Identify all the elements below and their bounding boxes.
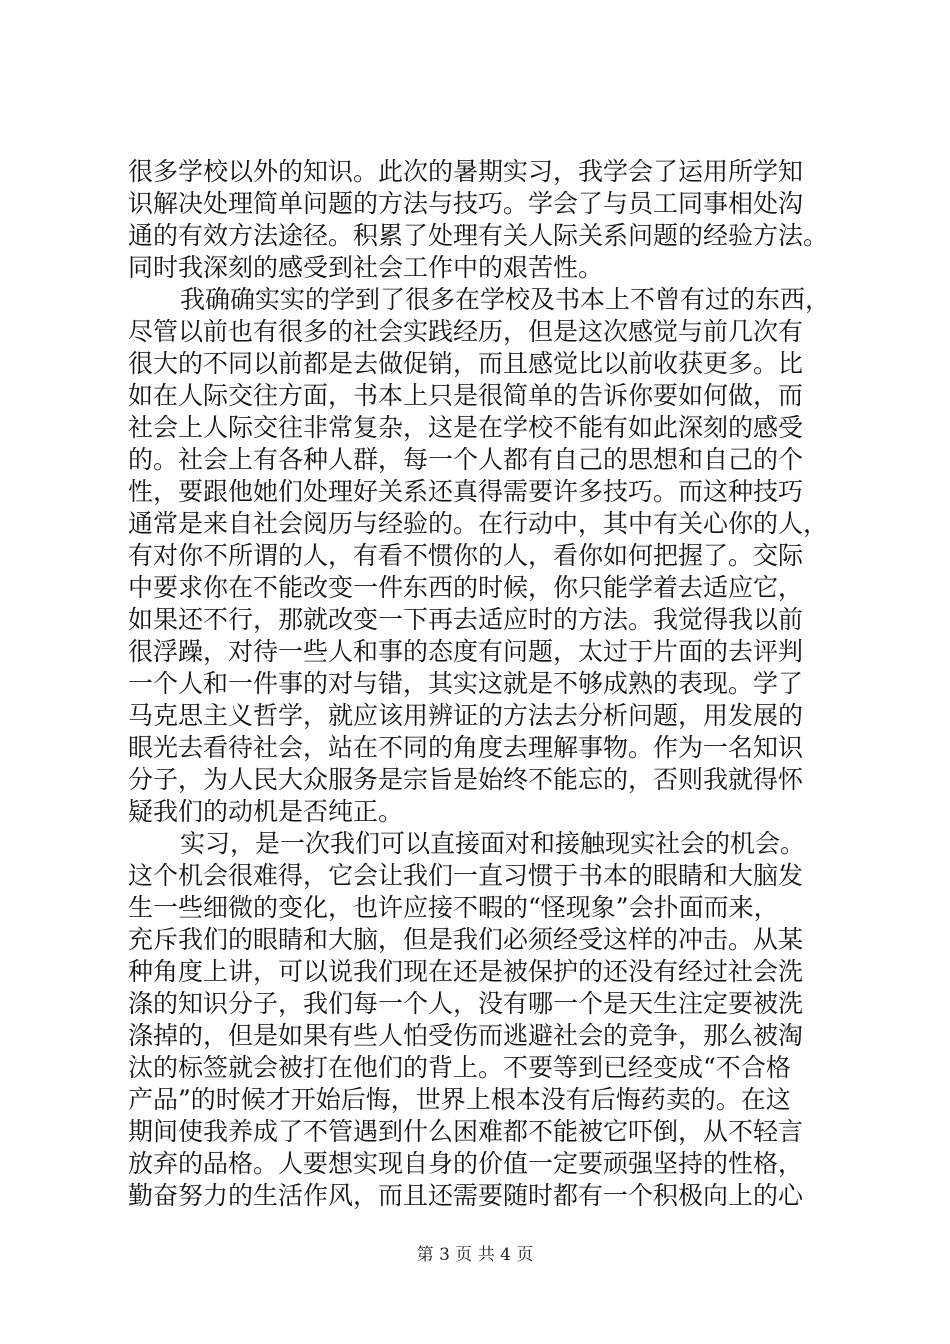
text-line: 期间使我养成了不管遇到什么困难都不能被它吓倒，从不轻言 — [128, 1117, 804, 1146]
text-line: 这个机会很难得，它会让我们一直习惯于书本的眼睛和大脑发 — [128, 861, 804, 890]
text-line: 产品”的时候才开始后悔，世界上根本没有后悔药卖的。在这 — [128, 1085, 791, 1114]
body-text — [128, 156, 850, 1212]
text-line: 尽管以前也有很多的社会实践经历，但是这次感觉与前几次有 — [128, 317, 804, 346]
text-line: 种角度上讲，可以说我们现在还是被保护的还没有经过社会洗 — [128, 957, 804, 986]
text-line: 通常是来自社会阅历与经验的。在行动中，其中有关心你的人， — [128, 509, 829, 538]
text-line: 社会上人际交往非常复杂，这是在学校不能有如此深刻的感受 — [128, 413, 804, 442]
text-line: 放弃的品格。人要想实现自身的价值一定要顽强坚持的性格， — [128, 1149, 804, 1178]
text-line: 实习，是一次我们可以直接面对和接触现实社会的机会。 — [180, 829, 806, 858]
text-line: 识解决处理简单问题的方法与技巧。学会了与员工同事相处沟 — [128, 189, 804, 218]
text-line: 如在人际交往方面，书本上只是很简单的告诉你要如何做，而 — [128, 381, 804, 410]
text-line: 同时我深刻的感受到社会工作中的艰苦性。 — [128, 253, 604, 282]
text-line: 生一些细微的变化，也许应接不暇的“怪现象”会扑面而来， — [128, 893, 779, 922]
page-footer: 第 3 页 共 4 页 — [416, 1245, 534, 1265]
text-line: 我确确实实的学到了很多在学校及书本上不曾有过的东西， — [180, 285, 831, 314]
text-line: 如果还不行，那就改变一下再去适应时的方法。我觉得我以前 — [128, 605, 804, 634]
text-line: 有对你不所谓的人，有看不惯你的人，看你如何把握了。交际 — [128, 541, 804, 570]
text-line: 的。社会上有各种人群，每一个人都有自己的思想和自己的个 — [128, 445, 804, 474]
text-line: 涤的知识分子，我们每一个人，没有哪一个是天生注定要被洗 — [128, 989, 804, 1018]
text-line: 涤掉的，但是如果有些人怕受伤而逃避社会的竞争，那么被淘 — [128, 1021, 804, 1050]
text-line: 中要求你在不能改变一件东西的时候，你只能学着去适应它， — [128, 573, 804, 602]
text-line: 充斥我们的眼睛和大脑，但是我们必须经受这样的冲击。从某 — [128, 925, 804, 954]
text-line: 汰的标签就会被打在他们的背上。不要等到已经变成“不合格 — [128, 1053, 791, 1082]
text-line: 很浮躁，对待一些人和事的态度有问题，太过于片面的去评判 — [128, 637, 804, 666]
text-line: 一个人和一件事的对与错，其实这就是不够成熟的表现。学了 — [128, 669, 804, 698]
text-line: 疑我们的动机是否纯正。 — [128, 797, 404, 826]
text-line: 性，要跟他她们处理好关系还真得需要许多技巧。而这种技巧 — [128, 477, 804, 506]
text-line: 勤奋努力的生活作风，而且还需要随时都有一个积极向上的心 — [128, 1181, 804, 1210]
text-line: 很多学校以外的知识。此次的暑期实习，我学会了运用所学知 — [128, 157, 804, 186]
text-line: 通的有效方法途径。积累了处理有关人际关系问题的经验方法。 — [128, 221, 829, 250]
text-line: 马克思主义哲学，就应该用辨证的方法去分析问题，用发展的 — [128, 701, 804, 730]
text-line: 很大的不同以前都是去做促销，而且感觉比以前收获更多。比 — [128, 349, 804, 378]
text-line: 眼光去看待社会，站在不同的角度去理解事物。作为一名知识 — [128, 733, 804, 762]
text-line: 分子，为人民大众服务是宗旨是始终不能忘的，否则我就得怀 — [128, 765, 804, 794]
